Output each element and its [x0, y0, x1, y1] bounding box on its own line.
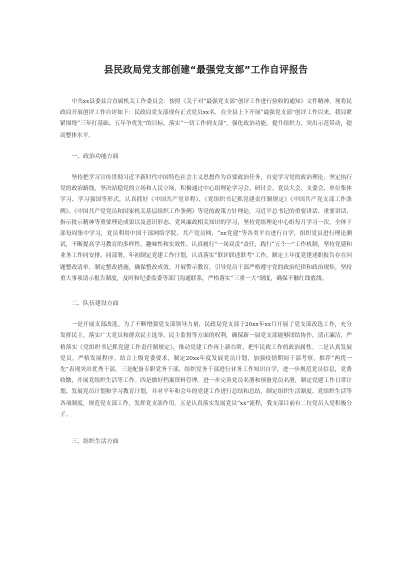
- intro-paragraph: 中共xx县委县合直属机关工作委员会：按照《关于对“最强党支部”创评工作进行验收的通知》文件精神，现将民政局开展创评工作自评如下：民政局党支部现有正式党员xx名，在全县上下开展“最强党支部”创评工作以来，我局紧紧围绕“三年打基础、五年争优先”的目标，落实“一切工作到支部”，强化政治功能，提升组织力，突出示范带动，提高整体水平。: [60, 99, 352, 139]
- section-body-team: 一是开展支部改选。为了不断增强党支部领导力量，民政局党支部于20xx年xx月开展了党支部改选工作，充分发挥民主，落实广大党员和群众民主选举、民主监督等方面的权利，确保新一届党支部能够团结协作，清正廉洁，严格落实《党组织书记抓党建工作责任制规定》，推动党建工作再上新台阶，把牢民政工作的政治属性。二是认真发展党员，严格发展程序。结合上级党委要求，制定20xx年度发展党员计划，加强疫情期间干部考察，推荐“两优一先”表现突出优秀干部，三是配备专职党务干部，组织党务干部进行业务工作知识自学，进一步规范党员信息，党费收缴，开展党组织生活等工作。四是做好档案资料管理。进一步完善党员名册和预备党员名册，制定党建工作日常计划、发展党员计划和学习教育计划，并对平年和会年的党建工作进行总结和总结，制定组织生活制度、党组织生活等各项制度，规范党支部工作，发挥党支部作用。五是认真落实发展党员“xx”流程，我支部目前有二位党员入党积极分子。: [60, 322, 352, 418]
- section-heading-political: 一、政治功能方面: [71, 153, 119, 160]
- section-body-political: 坚持把学习宣传贯彻习近平新时代中国特色社会主义思想作为首要政治任务，自觉学习党的政治理论，坚定执行党的政治路线，坚决站稳党的立场和人民立场，积极通过中心组理论学习会、研讨会、党员大会、支委会、单位集体学习、学习强国等形式，认真抓好《中国共产党章程》、《党组织书记抓党建责任制规定》《中国共产党支部工作条例》、《中国共产党党员和国家机关基层组织工作条例》等党的政策方针理论，习近平总书记的重要讲话、重要讲话、指示批示精神等重要理论成果以及意识形态、党风廉政相关知识的学习，坚持党组理论中心组每月学习一次，全体干部每周集中学习，党员利用中国干部网络学院、共产党员网、“xx党建”等各类平台进行自学，组织党员进行理论测试，不断提高学习教育的多样性、趣味性和实效性。认真履行“一岗双责”责任，践行“五个一”工作机制，坚持党建和业务工作同安排、同部署，年初制定党建工作计划，认真落实“联评联述联考”工作，制定上年度党建述职报告存在问题整改清单，制定整改措施，确保整改成效。开展警示教育，引导党员干部严格遵守党的政治纪律和政治规矩，坚持重大事项请示报告制度，及时和纪委监委等部门沟通联系，严格落实“三重一大”制度，确保不触红线底线。: [60, 175, 352, 282]
- section-heading-organization: 三、组织生活方面: [71, 439, 119, 446]
- section-heading-team: 二、队伍建设方面: [71, 301, 119, 308]
- document-title: 县民政局党支部创建“最强党支部”工作自评报告: [103, 65, 309, 76]
